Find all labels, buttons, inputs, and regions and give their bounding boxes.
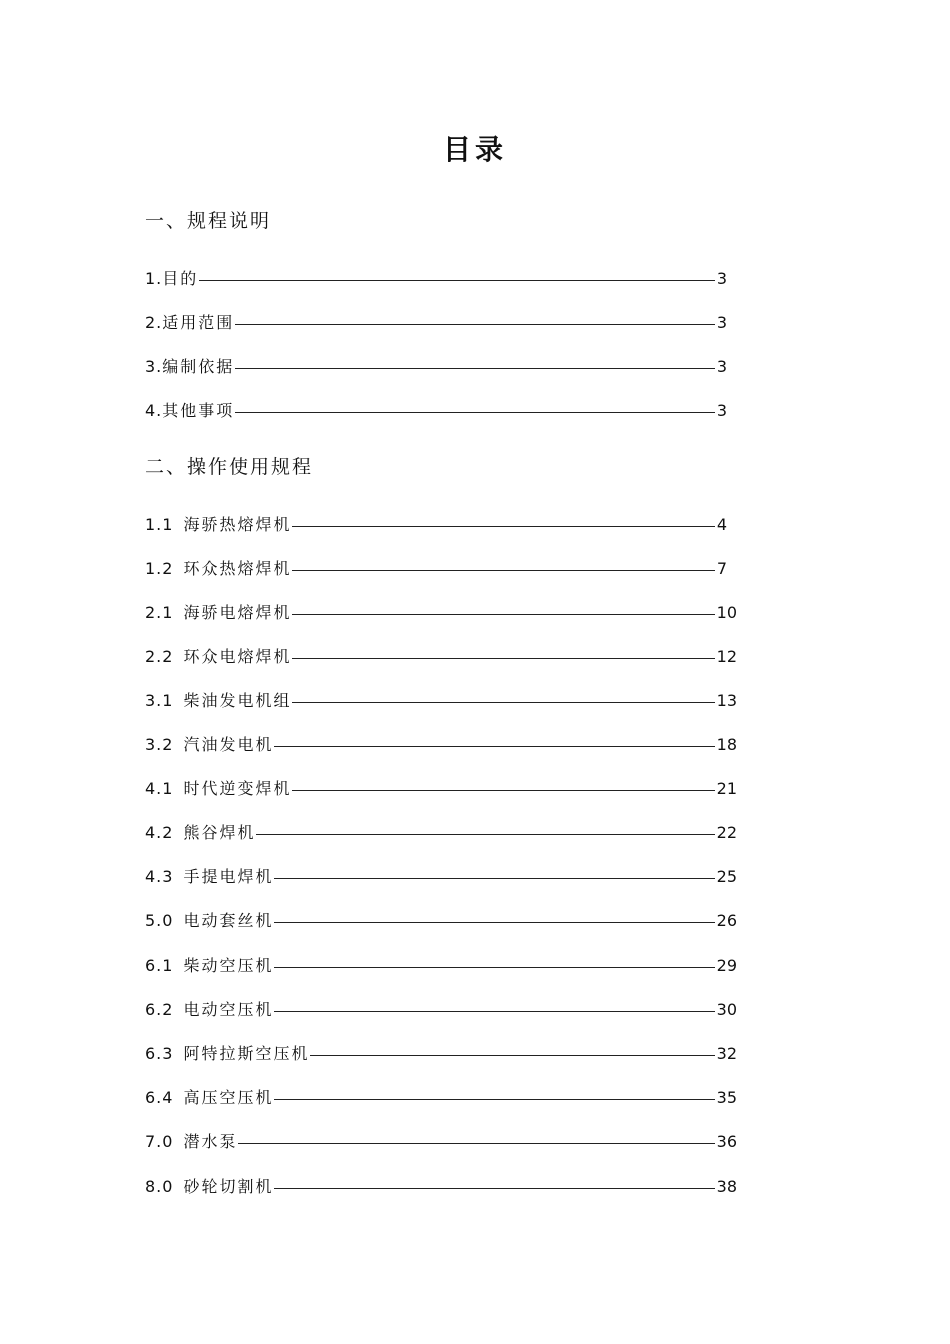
toc-entry[interactable] xyxy=(145,268,727,290)
toc-entry-label: 编制依据 xyxy=(162,357,235,376)
toc-entry-label: 汽油发电机 xyxy=(183,735,274,754)
toc-entry-page: 13 xyxy=(716,691,737,710)
toc-entry-page: 12 xyxy=(716,647,737,666)
toc-entry-label: 柴油发电机组 xyxy=(183,691,292,710)
toc-entry[interactable] xyxy=(145,312,727,334)
toc-leader-line xyxy=(199,280,715,281)
toc-entry-label: 熊谷焊机 xyxy=(183,823,256,842)
toc-entry[interactable] xyxy=(145,778,737,800)
toc-entry[interactable] xyxy=(145,1131,737,1153)
toc-leader-line xyxy=(310,1055,714,1056)
toc-entry-number: 1. xyxy=(145,269,163,288)
toc-leader-line xyxy=(292,614,714,615)
toc-entry-label: 适用范围 xyxy=(162,313,235,332)
toc-entry-label: 柴动空压机 xyxy=(183,956,274,975)
toc-entry-page: 32 xyxy=(716,1044,737,1063)
toc-entry-label: 阿特拉斯空压机 xyxy=(183,1044,310,1063)
toc-entry[interactable] xyxy=(145,734,737,756)
toc-entry-number: 3.2 xyxy=(145,735,174,754)
toc-entry[interactable] xyxy=(145,646,737,668)
toc-entry-number: 2.1 xyxy=(145,603,174,622)
toc-entry-page: 29 xyxy=(716,956,737,975)
toc-entry-label: 潜水泵 xyxy=(183,1132,238,1151)
toc-leader-line xyxy=(292,526,714,527)
toc-entry[interactable] xyxy=(145,955,737,977)
toc-entry-page: 3 xyxy=(716,357,727,376)
toc-entry-number: 3.1 xyxy=(145,691,174,710)
toc-entry-number: 6.1 xyxy=(145,956,174,975)
toc-entry-number: 1.1 xyxy=(145,515,174,534)
page-title: 目录 xyxy=(442,133,507,166)
toc-entry-number: 3. xyxy=(145,357,163,376)
toc-entry-page: 10 xyxy=(716,603,737,622)
toc-leader-line xyxy=(235,324,715,325)
toc-entry-page: 22 xyxy=(716,823,737,842)
toc-entry-number: 6.4 xyxy=(145,1088,174,1107)
toc-entry-number: 4.3 xyxy=(145,867,174,886)
toc-leader-line xyxy=(274,746,714,747)
toc-entry[interactable] xyxy=(145,1043,737,1065)
toc-entry-label: 砂轮切割机 xyxy=(183,1177,274,1196)
toc-entry-label: 时代逆变焊机 xyxy=(183,779,292,798)
toc-leader-line xyxy=(274,1099,714,1100)
toc-leader-line xyxy=(274,967,714,968)
toc-entry-number: 7.0 xyxy=(145,1132,174,1151)
toc-entry-page: 30 xyxy=(716,1000,737,1019)
toc-leader-line xyxy=(256,834,714,835)
toc-entry[interactable] xyxy=(145,822,737,844)
toc-entry-number: 6.3 xyxy=(145,1044,174,1063)
toc-entry[interactable] xyxy=(145,602,737,624)
toc-entry-page: 3 xyxy=(716,269,727,288)
toc-entry-label: 目的 xyxy=(162,269,199,288)
toc-entry-page: 21 xyxy=(716,779,737,798)
toc-entry-label: 电动空压机 xyxy=(183,1000,274,1019)
section-heading-regulations: 一、规程说明 xyxy=(145,210,272,232)
toc-entry[interactable] xyxy=(145,514,727,536)
toc-entry-page: 3 xyxy=(716,313,727,332)
toc-entry-page: 3 xyxy=(716,401,727,420)
toc-entry-page: 18 xyxy=(716,735,737,754)
section-heading-operating-procedures: 二、操作使用规程 xyxy=(145,456,314,478)
toc-entry-page: 36 xyxy=(716,1132,737,1151)
toc-leader-line xyxy=(235,368,715,369)
toc-entry-label: 海骄热熔焊机 xyxy=(183,515,292,534)
toc-entry[interactable] xyxy=(145,910,737,932)
toc-entry-number: 4.2 xyxy=(145,823,174,842)
toc-entry-number: 2. xyxy=(145,313,163,332)
toc-entry-label: 手提电焊机 xyxy=(183,867,274,886)
toc-entry-page: 7 xyxy=(716,559,727,578)
toc-leader-line xyxy=(274,922,714,923)
toc-entry[interactable] xyxy=(145,690,737,712)
toc-entry[interactable] xyxy=(145,866,737,888)
toc-leader-line xyxy=(274,1188,714,1189)
toc-entry-label: 海骄电熔焊机 xyxy=(183,603,292,622)
toc-leader-line xyxy=(292,570,714,571)
toc-entry-number: 4.1 xyxy=(145,779,174,798)
toc-entry[interactable] xyxy=(145,558,727,580)
toc-entry-page: 26 xyxy=(716,911,737,930)
toc-leader-line xyxy=(238,1143,714,1144)
toc-entry-number: 4. xyxy=(145,401,163,420)
toc-entry-label: 高压空压机 xyxy=(183,1088,274,1107)
toc-entry[interactable] xyxy=(145,1176,737,1198)
toc-entry-page: 38 xyxy=(716,1177,737,1196)
toc-leader-line xyxy=(235,412,715,413)
toc-leader-line xyxy=(292,658,714,659)
toc-entry-label: 电动套丝机 xyxy=(183,911,274,930)
toc-entry[interactable] xyxy=(145,999,737,1021)
toc-entry-number: 1.2 xyxy=(145,559,174,578)
toc-entry-label: 环众电熔焊机 xyxy=(183,647,292,666)
toc-leader-line xyxy=(292,702,714,703)
toc-entry-page: 4 xyxy=(716,515,727,534)
toc-entry[interactable] xyxy=(145,1087,737,1109)
toc-entry-label: 环众热熔焊机 xyxy=(183,559,292,578)
toc-entry-number: 5.0 xyxy=(145,911,174,930)
toc-entry-number: 2.2 xyxy=(145,647,174,666)
toc-entry[interactable] xyxy=(145,356,727,378)
toc-entry-number: 6.2 xyxy=(145,1000,174,1019)
toc-entry-page: 35 xyxy=(716,1088,737,1107)
toc-leader-line xyxy=(274,1011,714,1012)
toc-entry-label: 其他事项 xyxy=(162,401,235,420)
toc-leader-line xyxy=(292,790,714,791)
toc-leader-line xyxy=(274,878,714,879)
toc-entry-number: 8.0 xyxy=(145,1177,174,1196)
toc-entry-page: 25 xyxy=(716,867,737,886)
toc-entry[interactable] xyxy=(145,400,727,422)
